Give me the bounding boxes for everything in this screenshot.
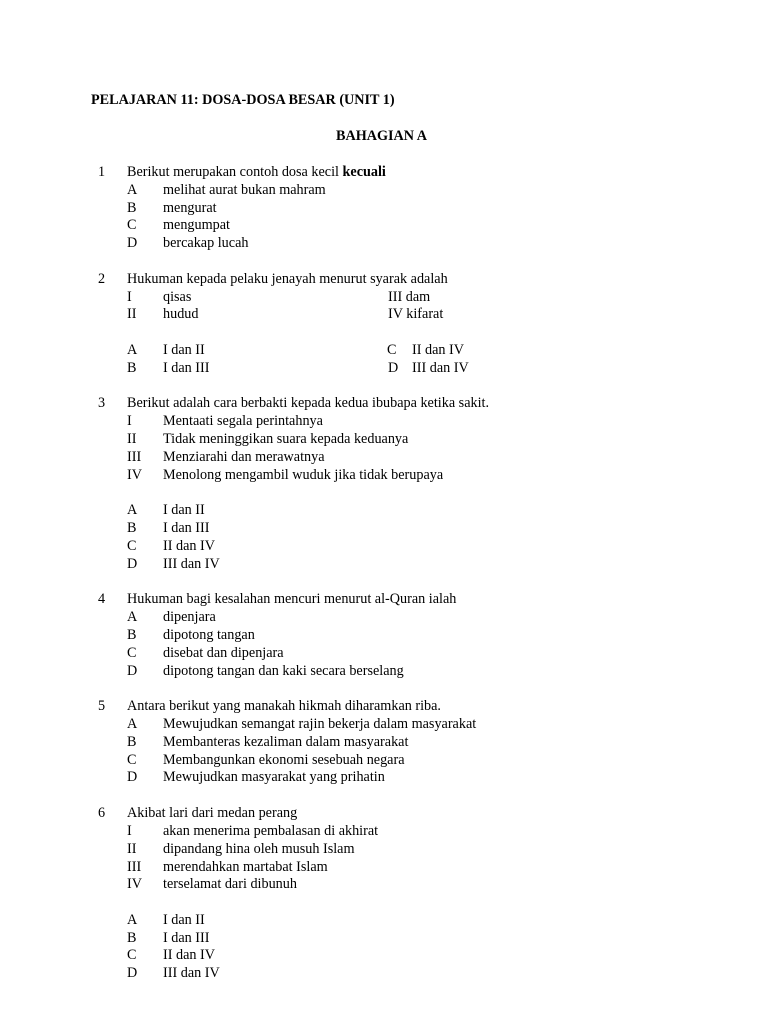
option-text: II dan IV bbox=[163, 947, 215, 963]
question-stem: Hukuman kepada pelaku jenayah menurut syarak adalah bbox=[127, 271, 448, 287]
option-text: disebat dan dipenjara bbox=[163, 645, 284, 661]
question-stem: Antara berikut yang manakah hikmah diharamkan riba. bbox=[127, 698, 441, 714]
option-letter: D bbox=[127, 769, 138, 785]
statement-text: dipandang hina oleh musuh Islam bbox=[163, 841, 355, 857]
option-letter-right: D bbox=[388, 360, 399, 376]
statement-numeral: I bbox=[127, 413, 132, 429]
question-number: 3 bbox=[98, 395, 106, 411]
option-letter: C bbox=[127, 645, 137, 661]
option-letter: A bbox=[127, 912, 138, 928]
option-text: I dan II bbox=[163, 342, 205, 358]
statement-numeral: II bbox=[127, 306, 137, 322]
option-letter: D bbox=[127, 965, 138, 981]
option-text: I dan III bbox=[163, 930, 210, 946]
option-letter: A bbox=[127, 342, 138, 358]
option-letter: A bbox=[127, 716, 138, 732]
option-text: dipenjara bbox=[163, 609, 216, 625]
option-letter: C bbox=[127, 752, 137, 768]
option-text: I dan II bbox=[163, 502, 205, 518]
statement-numeral: IV bbox=[127, 876, 142, 892]
statement-text: merendahkan martabat Islam bbox=[163, 859, 328, 875]
statement-numeral: I bbox=[127, 289, 132, 305]
statement-numeral: I bbox=[127, 823, 132, 839]
statement-text: terselamat dari dibunuh bbox=[163, 876, 297, 892]
stem-text: Berikut merupakan contoh dosa kecil bbox=[127, 164, 343, 180]
option-text: Membanteras kezaliman dalam masyarakat bbox=[163, 734, 409, 750]
option-text: I dan III bbox=[163, 520, 210, 536]
question-number: 5 bbox=[98, 698, 106, 714]
question-stem bbox=[127, 164, 386, 181]
statement-numeral: IV bbox=[127, 467, 142, 483]
statement-text: Menolong mengambil wuduk jika tidak berupaya bbox=[163, 467, 444, 483]
option-text: melihat aurat bukan mahram bbox=[163, 182, 326, 198]
option-letter: D bbox=[127, 663, 138, 679]
option-text: Membangunkan ekonomi sesebuah negara bbox=[163, 752, 405, 768]
option-letter: A bbox=[127, 502, 138, 518]
option-letter: B bbox=[127, 930, 137, 946]
statement-numeral: II bbox=[127, 841, 137, 857]
option-text: I dan II bbox=[163, 912, 205, 928]
question-number: 1 bbox=[98, 164, 106, 180]
option-letter: C bbox=[127, 538, 137, 554]
question-number: 4 bbox=[98, 591, 106, 607]
statement-text: hudud bbox=[163, 306, 199, 322]
statement-text: Tidak meninggikan suara kepada keduanya bbox=[163, 431, 409, 447]
option-text: mengumpat bbox=[163, 217, 230, 233]
option-letter: D bbox=[127, 556, 138, 572]
question-number: 6 bbox=[98, 805, 106, 821]
option-text-right: III dan IV bbox=[412, 360, 469, 376]
statement-text: akan menerima pembalasan di akhirat bbox=[163, 823, 379, 839]
option-text: I dan III bbox=[163, 360, 210, 376]
option-text: Mewujudkan semangat rajin bekerja dalam masyarakat bbox=[163, 716, 477, 732]
option-letter: C bbox=[127, 217, 137, 233]
option-text: bercakap lucah bbox=[163, 235, 249, 251]
statement-text-right: III dam bbox=[388, 289, 431, 305]
option-letter: B bbox=[127, 360, 137, 376]
statement-text: Menziarahi dan merawatnya bbox=[163, 449, 325, 465]
option-text-right: II dan IV bbox=[412, 342, 464, 358]
option-text: III dan IV bbox=[163, 556, 220, 572]
question-number: 2 bbox=[98, 271, 106, 287]
statement-text: Mentaati segala perintahnya bbox=[163, 413, 323, 429]
section-heading: BAHAGIAN A bbox=[336, 128, 428, 144]
statement-text-right: IV kifarat bbox=[388, 306, 444, 322]
option-letter: C bbox=[127, 947, 137, 963]
statement-numeral: II bbox=[127, 431, 137, 447]
option-letter: D bbox=[127, 235, 138, 251]
option-text: dipotong tangan dan kaki secara berselang bbox=[163, 663, 404, 679]
option-text: Mewujudkan masyarakat yang prihatin bbox=[163, 769, 385, 785]
statement-text: qisas bbox=[163, 289, 192, 305]
question-stem: Berikut adalah cara berbakti kepada kedua ibubapa ketika sakit. bbox=[127, 395, 490, 411]
option-letter: B bbox=[127, 200, 137, 216]
option-letter: B bbox=[127, 520, 137, 536]
option-letter: A bbox=[127, 609, 138, 625]
option-text: II dan IV bbox=[163, 538, 215, 554]
option-text: mengurat bbox=[163, 200, 217, 216]
question-stem: Hukuman bagi kesalahan mencuri menurut al-Quran ialah bbox=[127, 591, 457, 607]
option-text: dipotong tangan bbox=[163, 627, 255, 643]
option-letter: B bbox=[127, 734, 137, 750]
option-letter: A bbox=[127, 182, 138, 198]
statement-numeral: III bbox=[127, 859, 142, 875]
option-letter-right: C bbox=[387, 342, 397, 358]
option-text: III dan IV bbox=[163, 965, 220, 981]
stem-emphasis: kecuali bbox=[342, 164, 386, 180]
option-letter: B bbox=[127, 627, 137, 643]
question-stem: Akibat lari dari medan perang bbox=[127, 805, 298, 821]
statement-numeral: III bbox=[127, 449, 142, 465]
page-title: PELAJARAN 11: DOSA-DOSA BESAR (UNIT 1) bbox=[91, 92, 395, 108]
